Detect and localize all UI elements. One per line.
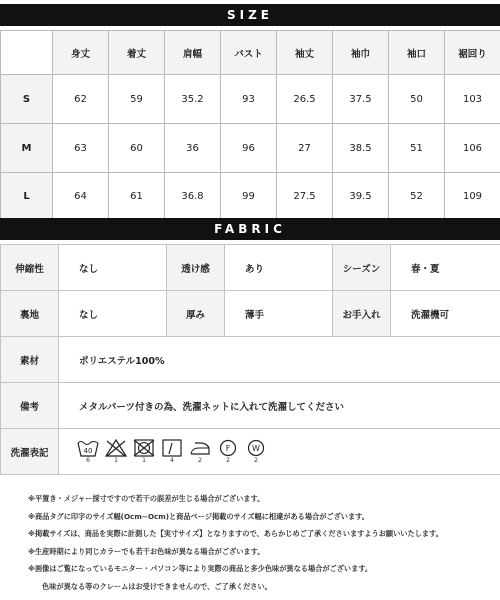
note-item: ※生産時期により同じカラーでも若干お色味が異なる場合がございます。 bbox=[28, 546, 265, 556]
size-cell: 26.5 bbox=[277, 75, 333, 124]
size-col-header: 裾回り bbox=[445, 31, 500, 75]
stretch-value: なし bbox=[59, 245, 167, 291]
size-col-header: 袖巾 bbox=[333, 31, 389, 75]
remarks-row bbox=[1, 383, 500, 429]
wash-symbol bbox=[217, 439, 239, 465]
size-cell: 60 bbox=[109, 124, 165, 173]
size-col-header: 肩幅 bbox=[165, 31, 221, 75]
size-cell: 99 bbox=[221, 173, 277, 221]
size-cell: 103 bbox=[445, 75, 500, 124]
material-row bbox=[1, 337, 500, 383]
wash-temp-text: 40 bbox=[83, 446, 93, 455]
material-value: ポリエステル100% bbox=[59, 337, 500, 383]
season-label: シーズン bbox=[333, 245, 391, 291]
fabric-section-banner bbox=[0, 218, 500, 240]
fabric-row-1 bbox=[1, 245, 500, 291]
lining-value: なし bbox=[59, 291, 167, 337]
size-section-title: SIZE bbox=[226, 8, 273, 22]
wash-row bbox=[1, 429, 500, 475]
dry-clean-f-icon bbox=[217, 439, 239, 457]
wet-clean-w-icon bbox=[245, 439, 267, 457]
size-cell: 96 bbox=[221, 124, 277, 173]
size-cell: 64 bbox=[53, 173, 109, 221]
remarks-value: メタルパーツ付きの為、洗濯ネットに入れて洗濯してください bbox=[59, 383, 500, 429]
notes-list bbox=[28, 490, 488, 595]
size-row-label: M bbox=[1, 124, 53, 173]
wash-symbol bbox=[189, 439, 211, 465]
size-row-l bbox=[1, 173, 500, 221]
wash-symbol-number: 1 bbox=[142, 456, 146, 464]
size-cell: 62 bbox=[53, 75, 109, 124]
iron-low-icon bbox=[189, 439, 211, 457]
wet-clean-letter: W bbox=[252, 443, 260, 453]
stretch-label: 伸縮性 bbox=[1, 245, 59, 291]
lining-label: 裏地 bbox=[1, 291, 59, 337]
season-value: 春・夏 bbox=[391, 245, 500, 291]
care-label: お手入れ bbox=[333, 291, 391, 337]
note-item: 色味が異なる等のクレームはお受けできませんので、ご了承ください。 bbox=[42, 581, 272, 591]
wash-symbol-number: 6 bbox=[86, 456, 90, 464]
thickness-label: 厚み bbox=[167, 291, 225, 337]
size-cell: 50 bbox=[389, 75, 445, 124]
size-row-m bbox=[1, 124, 500, 173]
size-cell: 52 bbox=[389, 173, 445, 221]
size-cell: 93 bbox=[221, 75, 277, 124]
size-cell: 27 bbox=[277, 124, 333, 173]
thickness-value: 薄手 bbox=[225, 291, 333, 337]
size-row-label: L bbox=[1, 173, 53, 221]
care-value: 洗濯機可 bbox=[391, 291, 500, 337]
size-cell: 36 bbox=[165, 124, 221, 173]
note-item: ※平置き・メジャー採寸ですので若干の誤差が生じる場合がございます。 bbox=[28, 494, 265, 503]
size-cell: 38.5 bbox=[333, 124, 389, 173]
note-item: ※画像はご覧になっているモニター・パソコン等により実際の商品と多少色味が異なる場合がございます。 bbox=[28, 564, 373, 573]
size-col-header: 着丈 bbox=[109, 31, 165, 75]
line-dry-icon bbox=[161, 439, 183, 457]
sheer-value: あり bbox=[225, 245, 333, 291]
size-col-header: 袖丈 bbox=[277, 31, 333, 75]
size-col-header: 袖口 bbox=[389, 31, 445, 75]
no-bleach-icon bbox=[105, 439, 127, 457]
fabric-table bbox=[0, 244, 500, 475]
size-cell: 59 bbox=[109, 75, 165, 124]
sheer-label: 透け感 bbox=[167, 245, 225, 291]
size-cell: 37.5 bbox=[333, 75, 389, 124]
size-cell: 51 bbox=[389, 124, 445, 173]
size-cell: 61 bbox=[109, 173, 165, 221]
wash-symbol-number: 1 bbox=[114, 456, 118, 464]
material-label: 素材 bbox=[1, 337, 59, 383]
size-cell: 27.5 bbox=[277, 173, 333, 221]
wash-symbol bbox=[245, 439, 267, 465]
wash-symbol-number: 2 bbox=[198, 456, 202, 464]
wash-symbol-number: 4 bbox=[170, 456, 174, 464]
size-cell: 63 bbox=[53, 124, 109, 173]
wash-symbol-number: 2 bbox=[254, 456, 258, 464]
size-cell: 39.5 bbox=[333, 173, 389, 221]
wash-symbols bbox=[59, 439, 500, 465]
size-row-label: S bbox=[1, 75, 53, 124]
wash-tub-40-icon bbox=[77, 439, 99, 457]
size-cell: 109 bbox=[445, 173, 500, 221]
wash-symbol bbox=[133, 439, 155, 465]
size-section-banner bbox=[0, 4, 500, 26]
no-tumble-dry-icon bbox=[133, 439, 155, 457]
size-cell: 106 bbox=[445, 124, 500, 173]
wash-label: 洗濯表記 bbox=[1, 429, 59, 475]
wash-symbol bbox=[161, 439, 183, 465]
size-table bbox=[0, 30, 500, 221]
size-corner-cell bbox=[1, 31, 53, 75]
wash-symbol bbox=[77, 439, 99, 465]
size-cell: 36.8 bbox=[165, 173, 221, 221]
note-item: ※商品タグに印字のサイズ幅(Ocm~Ocm)と商品ページ掲載のサイズ幅に相違がある場合がございます。 bbox=[28, 511, 369, 521]
wash-symbols-cell bbox=[59, 429, 500, 475]
size-cell: 35.2 bbox=[165, 75, 221, 124]
size-header-row bbox=[1, 31, 500, 75]
dry-clean-letter: F bbox=[225, 443, 231, 453]
size-col-header: 身丈 bbox=[53, 31, 109, 75]
size-row-s bbox=[1, 75, 500, 124]
note-item: ※掲載サイズは、商品を実際に計測した【実寸サイズ】となりますので、あらかじめご了承くださいますようお願いいたします。 bbox=[28, 529, 443, 538]
fabric-row-2 bbox=[1, 291, 500, 337]
wash-symbol-number: 2 bbox=[226, 456, 230, 464]
remarks-label: 備考 bbox=[1, 383, 59, 429]
fabric-section-title: FABRIC bbox=[214, 222, 286, 236]
size-col-header: バスト bbox=[221, 31, 277, 75]
wash-symbol bbox=[105, 439, 127, 465]
